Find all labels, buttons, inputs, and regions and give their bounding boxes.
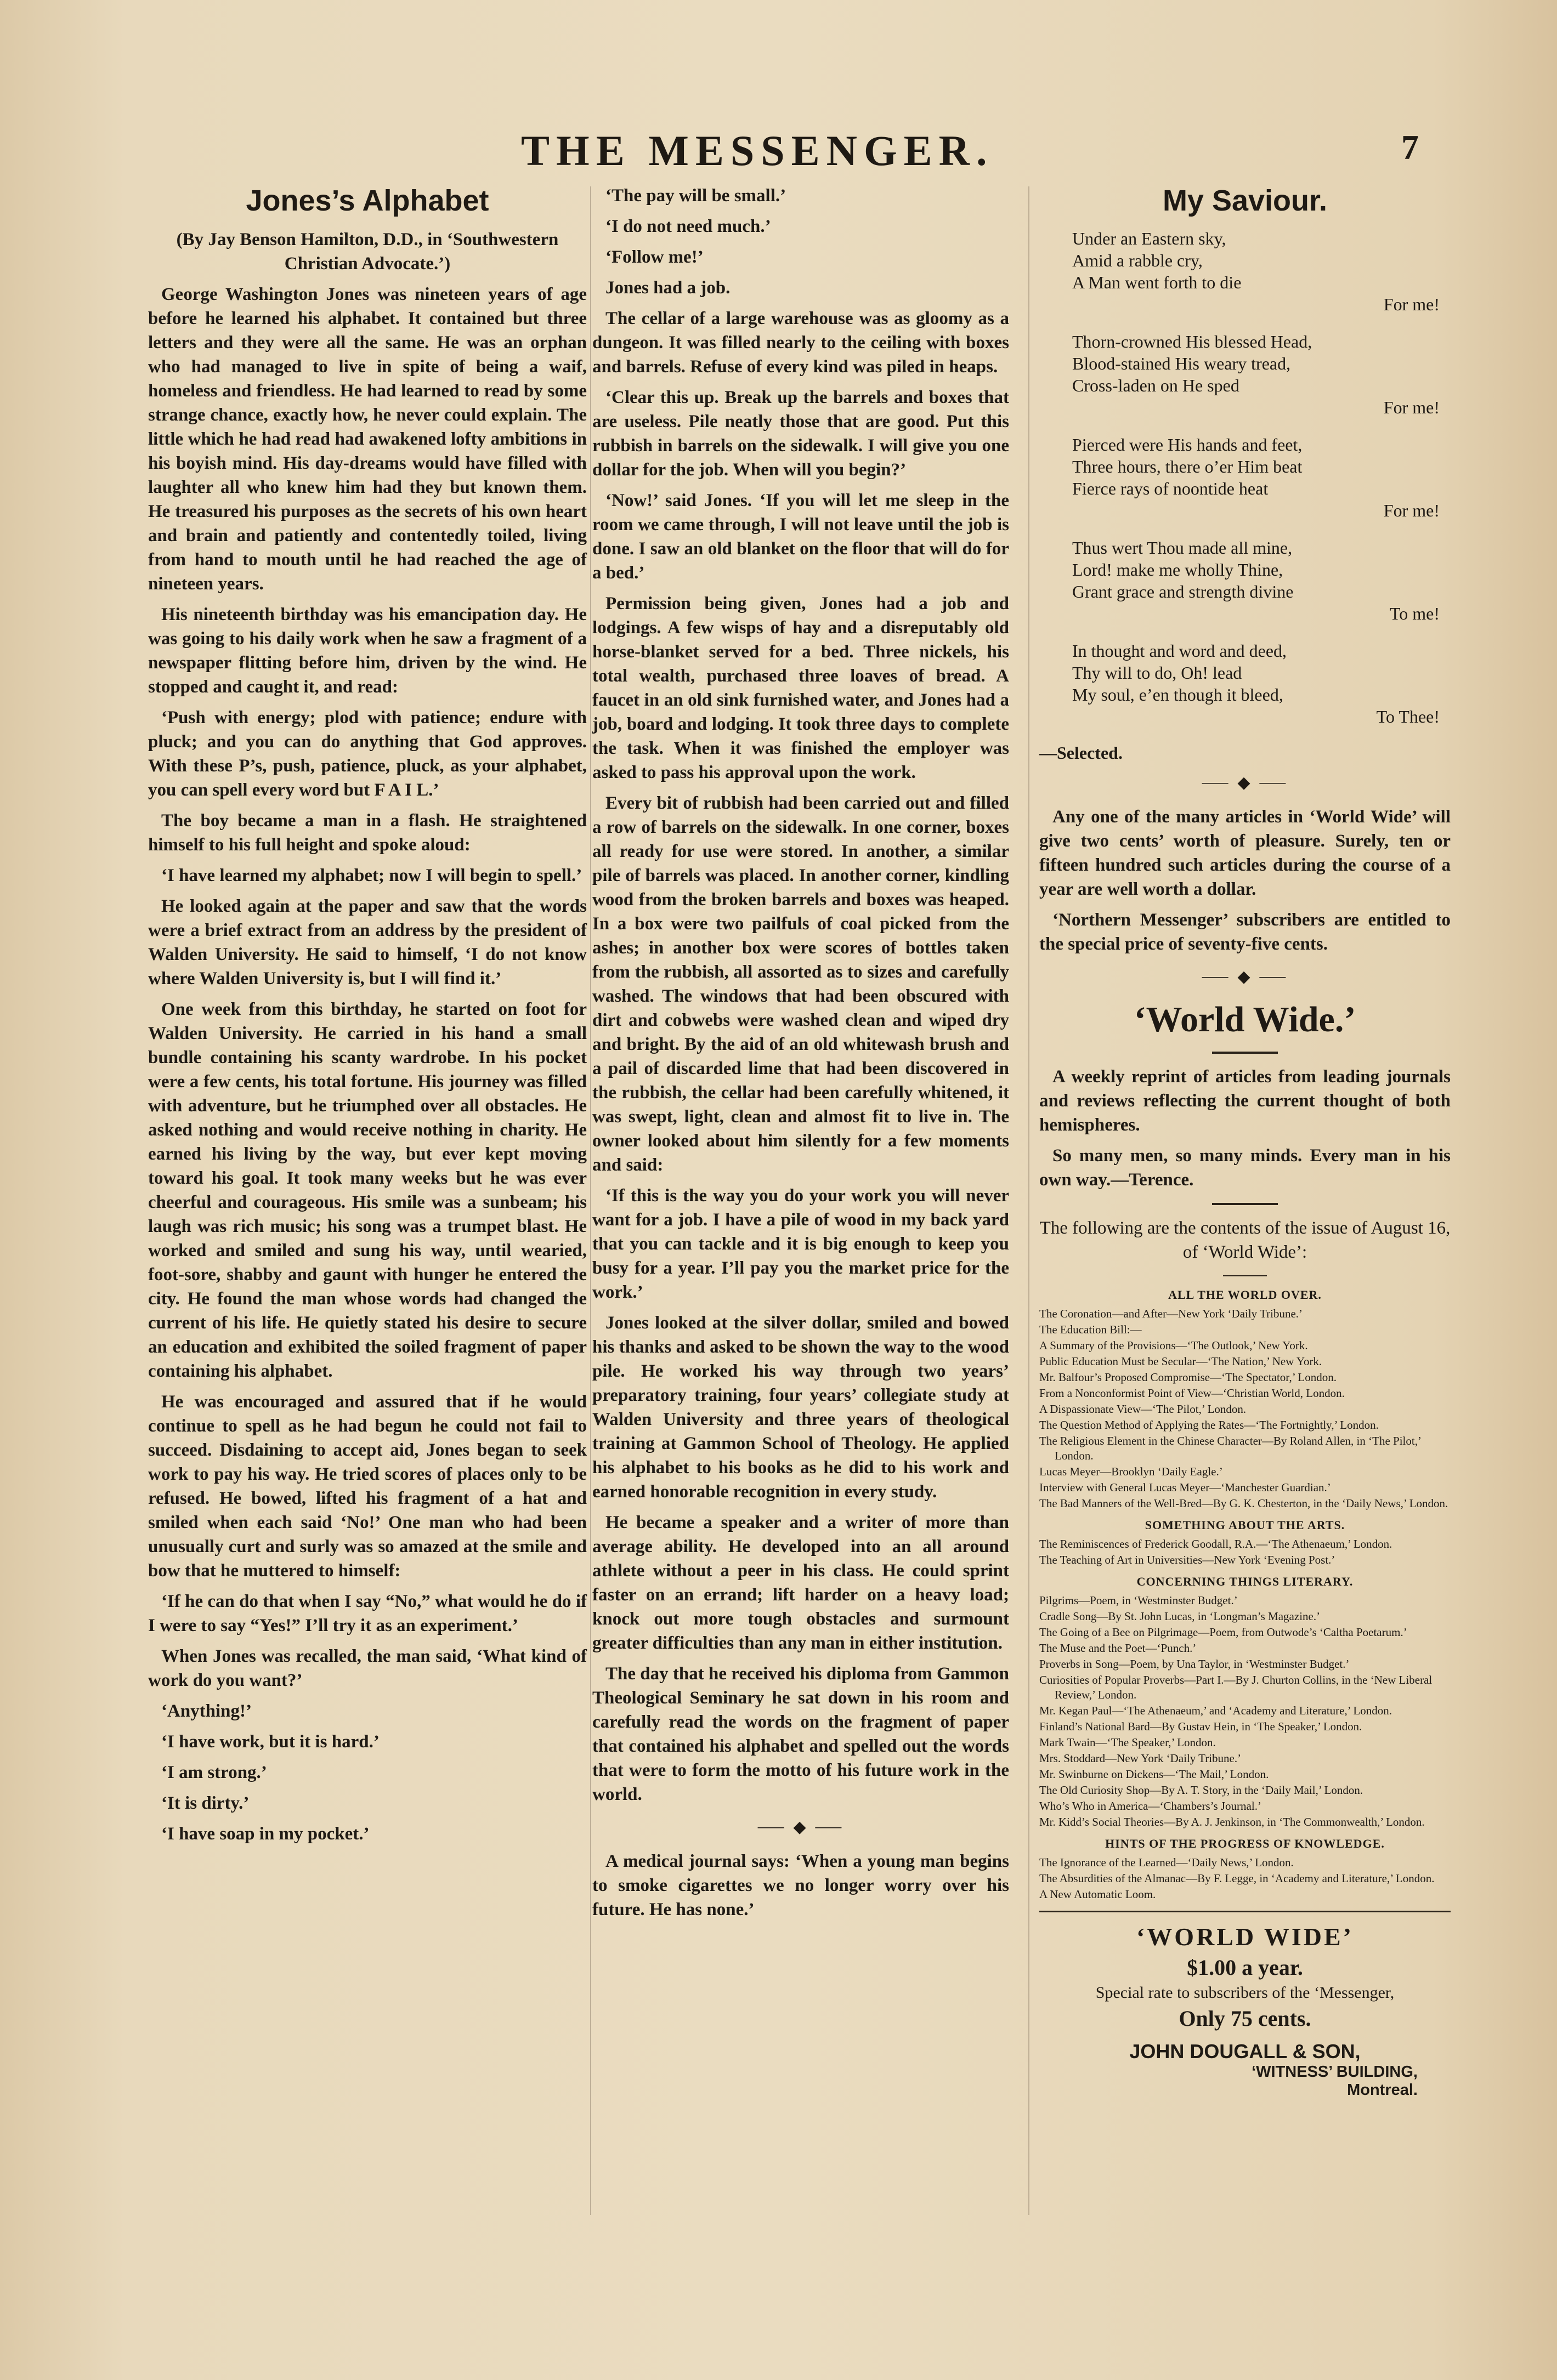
contents-item: Lucas Meyer—Brooklyn ‘Daily Eagle.’	[1039, 1465, 1223, 1478]
article-paragraph: ‘Clear this up. Break up the barrels and boxes that are useless. Pile neatly those that are good. Put this rubbish in barrels on the sidewalk. I will give you one dollar for the job. When will you begin?’	[592, 388, 1009, 480]
ornament-divider: ⸺ ◆ ⸺	[757, 1818, 845, 1836]
contents-item: Mrs. Stoddard—New York ‘Daily Tribune.’	[1039, 1752, 1242, 1765]
contents-item: Interview with General Lucas Meyer—‘Manchester Guardian.’	[1039, 1481, 1331, 1494]
contents-item: The Muse and the Poet—‘Punch.’	[1039, 1641, 1197, 1655]
ornament-divider: ⸺ ◆ ⸺	[1201, 968, 1289, 986]
contents-item: Cradle Song—By St. John Lucas, in ‘Longman’s Magazine.’	[1039, 1610, 1321, 1623]
contents-item: The Coronation—and After—New York ‘Daily Tribune.’	[1039, 1307, 1303, 1320]
article-paragraph: He looked again at the paper and saw that the words were a brief extract from an address by the president of Walden University. He said to himself, ‘I do not know where Walden University is, but I will find it.’	[148, 896, 587, 989]
article-paragraph: ‘I have work, but it is hard.’	[161, 1732, 380, 1752]
article-paragraph: His nineteenth birthday was his emancipation day. He was going to his daily work when he saw a fragment of a newspaper flitting before him, driven by the wind. He stopped and caught it, and read:	[148, 605, 587, 697]
contents-item: Who’s Who in America—‘Chambers’s Journal.’	[1039, 1799, 1261, 1813]
masthead	[0, 126, 1557, 175]
contents-item: Curiosities of Popular Proverbs—Part I.—By J. Churton Collins, in the ‘New Liberal Review,’ London.	[1039, 1673, 1433, 1701]
article-paragraph: ‘Now!’ said Jones. ‘If you will let me sleep in the room we came through, I will not leave until the job is done. I saw an old blanket on the floor that will do for a bed.’	[592, 491, 1009, 583]
contents-item: Mark Twain—‘The Speaker,’ London.	[1039, 1736, 1216, 1749]
contents-item: From a Nonconformist Point of View—‘Christian World, London.	[1039, 1387, 1345, 1400]
poem-body	[1039, 228, 1451, 728]
article-paragraph: The cellar of a large warehouse was as gloomy as a dungeon. It was filled nearly to the ceiling with boxes and barrels. Refuse of every kind was piled in heaps.	[592, 309, 1009, 377]
poem-refrain: To me!	[1389, 604, 1440, 623]
contents-item: The Reminiscences of Frederick Goodall, R.A.—‘The Athenaeum,’ London.	[1039, 1537, 1392, 1550]
article-paragraph: ‘Push with energy; plod with patience; endure with pluck; and you can do anything that God approves. With these P’s, push, patience, pluck, as your alphabet, you can spell every word but F A I L.’	[148, 708, 587, 800]
contents-item: The Ignorance of the Learned—‘Daily News,’ London.	[1039, 1856, 1294, 1869]
article-paragraph: ‘I am strong.’	[161, 1763, 267, 1782]
poem-line: Thy will to do, Oh! lead	[1072, 663, 1242, 683]
contents-section-heading: HINTS OF THE PROGRESS OF KNOWLEDGE.	[1105, 1837, 1385, 1850]
worldwide-title: ‘World Wide.’	[1134, 999, 1356, 1040]
poem-line: Cross-laden on He sped	[1072, 376, 1239, 395]
advert-name: ‘WORLD WIDE’	[1136, 1923, 1354, 1951]
advert-special: Special rate to subscribers of the ‘Messenger,	[1095, 1984, 1395, 2002]
column-3	[1039, 184, 1451, 2099]
article-paragraph: The boy became a man in a flash. He straightened himself to his full height and spoke aloud:	[148, 811, 587, 855]
column-divider	[1028, 186, 1029, 2215]
contents-item: A Dispassionate View—‘The Pilot,’ London.	[1039, 1402, 1247, 1416]
contents-item: Finland’s National Bard—By Gustav Hein, in ‘The Speaker,’ London.	[1039, 1720, 1362, 1733]
poem-line: Three hours, there o’er Him beat	[1072, 457, 1303, 476]
article-paragraph: ‘If this is the way you do your work you will never want for a job. I have a pile of wood in my back yard that you can tackle and it is big enough to keep you busy for a year. I’ll pay you the market price for the work.’	[592, 1186, 1009, 1302]
contents-item: The Education Bill:—	[1039, 1323, 1142, 1336]
poem-line: Amid a rabble cry,	[1072, 251, 1203, 270]
contents-item: The Old Curiosity Shop—By A. T. Story, in the ‘Daily Mail,’ London.	[1039, 1783, 1363, 1797]
contents-item: The Absurdities of the Almanac—By F. Legge, in ‘Academy and Literature,’ London.	[1039, 1872, 1435, 1885]
article-paragraph: ‘Follow me!’	[605, 247, 704, 267]
article-paragraph: One week from this birthday, he started on foot for Walden University. He carried in his hand a small bundle containing his scanty wardrobe. In his pocket were a few cents, his total fortune. His journey was filled with adventure, but he triumphed over all obstacles. He asked nothing and would receive nothing in charity. He earned his living by the way, but ever kept moving toward his goal. It took many weeks but he was ever cheerful and courageous. His smile was a sunbeam; his laugh was rich music; his song was a trumpet blast. He worked and smiled and sung his way, until wearied, foot-sore, shabby and gaunt with hunger he entered the city. He found the man whose words had changed the current of his life. He quietly stated his desire to secure an education and exhibited the soiled fragment of paper containing his alphabet.	[148, 999, 587, 1381]
short-rule	[1223, 1275, 1267, 1276]
poem-line: Pierced were His hands and feet,	[1072, 435, 1303, 455]
article-paragraph: ‘I have learned my alphabet; now I will begin to spell.’	[161, 866, 582, 885]
article-paragraph: ‘I do not need much.’	[605, 217, 771, 236]
advert-price: $1.00 a year.	[1187, 1955, 1303, 1980]
poem-credit: —Selected.	[1039, 743, 1123, 763]
article-paragraph: ‘Anything!’	[161, 1701, 252, 1721]
article-paragraph: He was encouraged and assured that if he would continue to spell as he had begun he could not fail to succeed. Disdaining to accept aid, Jones began to seek work to pay his way. He tried scores of places only to be refused. He bowed, lifted his fragment of a hat and smiled when each said ‘No!’ One man who had been unusually curt and surly was so amazed at the smile and bow that he muttered to himself:	[148, 1392, 587, 1581]
page-number: 7	[1401, 128, 1419, 167]
short-rule	[1212, 1052, 1278, 1054]
contents-item: Mr. Kegan Paul—‘The Athenaeum,’ and ‘Academy and Literature,’ London.	[1039, 1704, 1392, 1717]
poem-line: Thorn-crowned His blessed Head,	[1072, 332, 1312, 351]
contents-item: Mr. Kidd’s Social Theories—By A. J. Jenkinson, in ‘The Commonwealth,’ London.	[1039, 1815, 1425, 1828]
contents-item: Mr. Balfour’s Proposed Compromise—‘The Spectator,’ London.	[1039, 1371, 1337, 1384]
article-paragraph: Jones had a job.	[605, 278, 731, 298]
column-divider	[590, 186, 591, 2215]
advert-rule	[1039, 1911, 1451, 1912]
article-title: Jones’s Alphabet	[246, 184, 489, 217]
newspaper-title: THE MESSENGER.	[521, 127, 994, 174]
advert-city: Montreal.	[1347, 2081, 1418, 2099]
article-paragraph: The day that he received his diploma from Gammon Theological Seminary he sat down in his room and carefully read the words on the fragment of paper that contained his alphabet and spelled out the words that were to form the motto of his future work in the world.	[592, 1664, 1009, 1804]
contents-item: The Going of a Bee on Pilgrimage—Poem, from Outwode’s ‘Caltha Poetarum.’	[1039, 1626, 1407, 1639]
contents-item: A New Automatic Loom.	[1039, 1888, 1156, 1901]
poem-line: In thought and word and deed,	[1072, 641, 1287, 661]
poem-line: Under an Eastern sky,	[1072, 229, 1226, 248]
article-paragraph: ‘If he can do that when I say “No,” what would he do if I were to say “Yes!” I’ll try it as an experiment.’	[148, 1592, 587, 1635]
contents-item: The Religious Element in the Chinese Character—By Roland Allen, in ‘The Pilot,’ London.	[1039, 1434, 1421, 1462]
poem-refrain: For me!	[1383, 501, 1440, 520]
ornament-divider: ⸺ ◆ ⸺	[1201, 774, 1289, 792]
contents-section-heading: SOMETHING ABOUT THE ARTS.	[1145, 1518, 1345, 1532]
article-paragraph: Permission being given, Jones had a job and lodgings. A few wisps of hay and a disreputably old horse-blanket served for a bed. Three nickels, his total wealth, purchased three loaves of bread. A faucet in an old sink furnished water, and Jones had a job, board and lodging. It took three days to complete the task. When it was finished the employer was asked to pass his approval upon the work.	[592, 594, 1009, 782]
poem-refrain: For me!	[1383, 397, 1440, 417]
article-paragraph: George Washington Jones was nineteen years of age before he learned his alphabet. It contained but three letters and they were all the same. He was an orphan who had managed to live in spite of being a waif, homeless and friendless. He had learned to read by some strange chance, exactly how, he never could explain. The little which he had read had awakened lofty ambitions in his boyish mind. His day-dreams would have filled with laughter all who knew him had they but known them. He treasured his purposes as the secrets of his own heart and brain and patiently and contentedly toiled, living from hand to mouth until he had reached the age of nineteen years.	[148, 285, 587, 594]
poem-line: Thus wert Thou made all mine,	[1072, 538, 1293, 558]
column-2	[592, 184, 1009, 1928]
advert-building: ‘WITNESS’ BUILDING,	[1252, 2063, 1418, 2081]
advert-only: Only 75 cents.	[1179, 2006, 1311, 2031]
poem-line: My soul, e’en though it bleed,	[1072, 685, 1283, 705]
short-rule	[1212, 1203, 1278, 1205]
poem-line: Fierce rays of noontide heat	[1072, 479, 1269, 498]
advert-firm: JOHN DOUGALL & SON,	[1129, 2040, 1361, 2063]
contents-item: Proverbs in Song—Poem, by Una Taylor, in ‘Westminster Budget.’	[1039, 1657, 1350, 1671]
contents-item: Public Education Must be Secular—‘The Nation,’ New York.	[1039, 1355, 1322, 1368]
column-1	[148, 184, 587, 1853]
article-byline: (By Jay Benson Hamilton, D.D., in ‘Southwestern Christian Advocate.’)	[176, 230, 559, 274]
contents-intro: The following are the contents of the issue of August 16, of ‘World Wide’:	[1039, 1218, 1451, 1262]
poem-line: Grant grace and strength divine	[1072, 582, 1294, 601]
article-paragraph: When Jones was recalled, the man said, ‘What kind of work do you want?’	[148, 1646, 587, 1690]
promo-paragraph: ‘Northern Messenger’ subscribers are entitled to the special price of seventy-five cents.	[1039, 910, 1451, 954]
medical-note: A medical journal says: ‘When a young man begins to smoke cigarettes we no longer worry over his future. He has none.’	[592, 1851, 1009, 1919]
poem-line: A Man went forth to die	[1072, 272, 1242, 292]
worldwide-description: A weekly reprint of articles from leading journals and reviews reflecting the current thought of both hemispheres.	[1039, 1067, 1451, 1135]
poem-line: Blood-stained His weary tread,	[1072, 354, 1291, 373]
contents-item: The Bad Manners of the Well-Bred—By G. K. Chesterton, in the ‘Daily News,’ London.	[1039, 1497, 1448, 1510]
worldwide-motto: So many men, so many minds. Every man in his own way.—Terence.	[1039, 1146, 1451, 1190]
contents-item: The Question Method of Applying the Rates—‘The Fortnightly,’ London.	[1039, 1418, 1379, 1432]
article-continuation	[592, 184, 1009, 1807]
article-paragraph: ‘I have soap in my pocket.’	[161, 1824, 370, 1844]
promo-paragraph: Any one of the many articles in ‘World Wide’ will give two cents’ worth of pleasure. Surely, ten or fifteen hundred such articles during the course of a year are well worth a dollar.	[1039, 807, 1451, 899]
poem-refrain: To Thee!	[1376, 707, 1440, 726]
contents-item: Mr. Swinburne on Dickens—‘The Mail,’ London.	[1039, 1768, 1269, 1781]
poem-title: My Saviour.	[1162, 184, 1328, 217]
contents-section-heading: CONCERNING THINGS LITERARY.	[1136, 1575, 1354, 1588]
contents-list	[1039, 1287, 1451, 1902]
article-body	[148, 282, 587, 1846]
article-paragraph: ‘It is dirty.’	[161, 1793, 250, 1813]
poem-refrain: For me!	[1383, 294, 1440, 314]
article-paragraph: Jones looked at the silver dollar, smiled and bowed his thanks and asked to be shown the way to the wood pile. He worked his way through two years’ preparatory training, four years’ collegiate study at Walden University and three years of theological training at Gammon School of Theology. He applied his alphabet to his books as he did to his work and earned honorable recognition in every study.	[592, 1313, 1009, 1502]
article-paragraph: He became a speaker and a writer of more than average ability. He developed into an all around athlete without a peer in his class. He could sprint faster on an errand; lift harder on a heavy load; knock out more tough obstacles and surmount greater difficulties than any man in either institution.	[592, 1513, 1009, 1653]
contents-item: A Summary of the Provisions—‘The Outlook,’ New York.	[1039, 1339, 1308, 1352]
article-paragraph: ‘The pay will be small.’	[605, 186, 786, 206]
poem-line: Lord! make me wholly Thine,	[1072, 560, 1283, 580]
contents-item: Pilgrims—Poem, in ‘Westminster Budget.’	[1039, 1594, 1238, 1607]
contents-section-heading: ALL THE WORLD OVER.	[1168, 1288, 1322, 1302]
article-paragraph: Every bit of rubbish had been carried out and filled a row of barrels on the sidewalk. In one corner, boxes all ready for use were stored. In another, a similar pile of barrels was placed. In another corner, kindling wood from the broken barrels and boxes was heaped. In a box were two pailfuls of coal picked from the ashes; in another box were scores of bottles taken from the rubbish, all assorted as to sizes and carefully washed. The windows that had been obscured with dirt and cobwebs were washed clean and wiped dry and bright. By the aid of an old whitewash brush and a pail of discarded lime that had been discovered in the rubbish, the cellar had been carefully whitened, it was swept, light, clean and almost fit to live in. The owner looked about him silently for a few moments and said:	[592, 793, 1009, 1175]
contents-item: The Teaching of Art in Universities—New York ‘Evening Post.’	[1039, 1553, 1335, 1566]
